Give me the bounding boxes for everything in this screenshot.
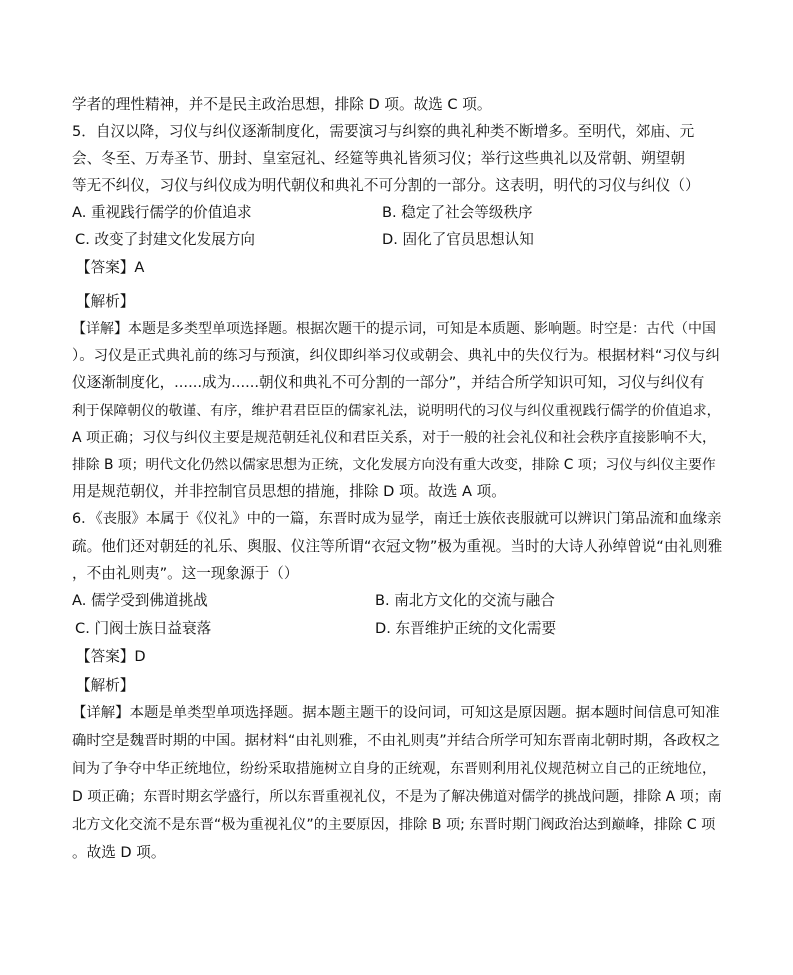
- question-6-stem: ，不由礼则夷”。这一现象源于（）: [72, 565, 299, 582]
- explanation-line: 确时空是魏晋时期的中国。据材料“由礼则雅，不由礼则夷”并结合所学可知东晋南北朝时期，各政权之: [72, 733, 721, 749]
- explanation-line: 。故选 D 项。: [72, 844, 166, 861]
- analysis-label: 【解析】: [76, 677, 135, 694]
- explanation-line: 排除 B 项；明代文化仍然以儒家思想为正统，文化发展方向没有重大改变，排除 C 项；习仪与纠仪主要作: [72, 457, 716, 473]
- analysis-label: 【解析】: [76, 293, 135, 310]
- option-a: A. 重视践行儒学的价值追求: [72, 204, 252, 221]
- explanation-line: 间为了争夺中华正统地位，纷纷采取措施树立自身的正统观，东晋则利用礼仪规范树立自己的正统地位，: [72, 761, 716, 777]
- explanation-line: D 项正确；东晋时期玄学盛行，所以东晋重视礼仪，不是为了解决佛道对儒学的挑战问题，排除 A 项；南: [72, 789, 722, 805]
- explanation-line: A 项正确；习仪与纠仪主要是规范朝廷礼仪和君臣关系，对于一般的社会礼仪和社会秩序直接影响不大，: [72, 430, 717, 446]
- option-d: D. 东晋维护正统的文化需要: [375, 620, 557, 637]
- explanation-line: 【详解】本题是多类型单项选择题。根据次题干的提示词，可知是本质题、影响题。时空是：古代（中国: [72, 321, 716, 337]
- option-a: A. 儒学受到佛道挑战: [72, 592, 208, 609]
- explanation-line: ）。习仪是正式典礼前的练习与预演，纠仪即纠举习仪或朝会、典礼中的失仪行为。根据材料“习仪与纠: [72, 348, 720, 364]
- text-line: 学者的理性精神，并不是民主政治思想，排除 D 项。故选 C 项。: [72, 96, 492, 113]
- question-5-stem: 会、冬至、万寿圣节、册封、皇室冠礼、经筵等典礼皆须习仪；举行这些典礼以及常朝、朔望朝: [72, 150, 685, 167]
- answer-label: 【答案】D: [76, 648, 146, 665]
- question-6-stem: 6．《丧服》本属于《仪礼》中的一篇，东晋时成为显学，南迁士族依丧服就可以辨识门第品流和血缘亲: [72, 511, 722, 527]
- explanation-line: 利于保障朝仪的敬谨、有序，维护君君臣臣的儒家礼法，说明明代的习仪与纠仪重视践行儒学的价值追求，: [72, 403, 721, 419]
- option-c: C. 改变了封建文化发展方向: [75, 231, 256, 248]
- option-c: C. 门阀士族日益衰落: [75, 620, 212, 637]
- answer-label: 【答案】A: [76, 259, 145, 276]
- explanation-line: 用是规范朝仪，并非控制官员思想的措施，排除 D 项。故选 A 项。: [72, 483, 506, 500]
- explanation-line: 仪逐渐制度化，......成为......朝仪和典礼不可分割的一部分”，并结合所学知识可知，习仪与纠仪有: [72, 374, 705, 391]
- question-5-stem: 5．自汉以降，习仪与纠仪逐渐制度化，需要演习与纠察的典礼种类不断增多。至明代，郊庙、元: [72, 123, 695, 140]
- explanation-line: 北方文化交流不是东晋“极为重视礼仪”的主要原因，排除 B 项; 东晋时期门阀政治达到巅峰，排除 C 项: [72, 817, 716, 833]
- question-5-stem: 等无不纠仪，习仪与纠仪成为明代朝仪和典礼不可分割的一部分。这表明，明代的习仪与纠仪（）: [72, 177, 700, 194]
- option-d: D. 固化了官员思想认知: [382, 231, 534, 248]
- option-b: B. 南北方文化的交流与融合: [375, 592, 555, 609]
- question-6-stem: 疏。他们还对朝廷的礼乐、舆服、仪注等所谓“衣冠文物”极为重视。当时的大诗人孙绰曾说“由礼则雅: [72, 538, 723, 555]
- explanation-line: 【详解】本题是单类型单项选择题。据本题主题干的设问词，可知这是原因题。据本题时间信息可知准: [72, 705, 720, 721]
- option-b: B. 稳定了社会等级秩序: [382, 204, 533, 221]
